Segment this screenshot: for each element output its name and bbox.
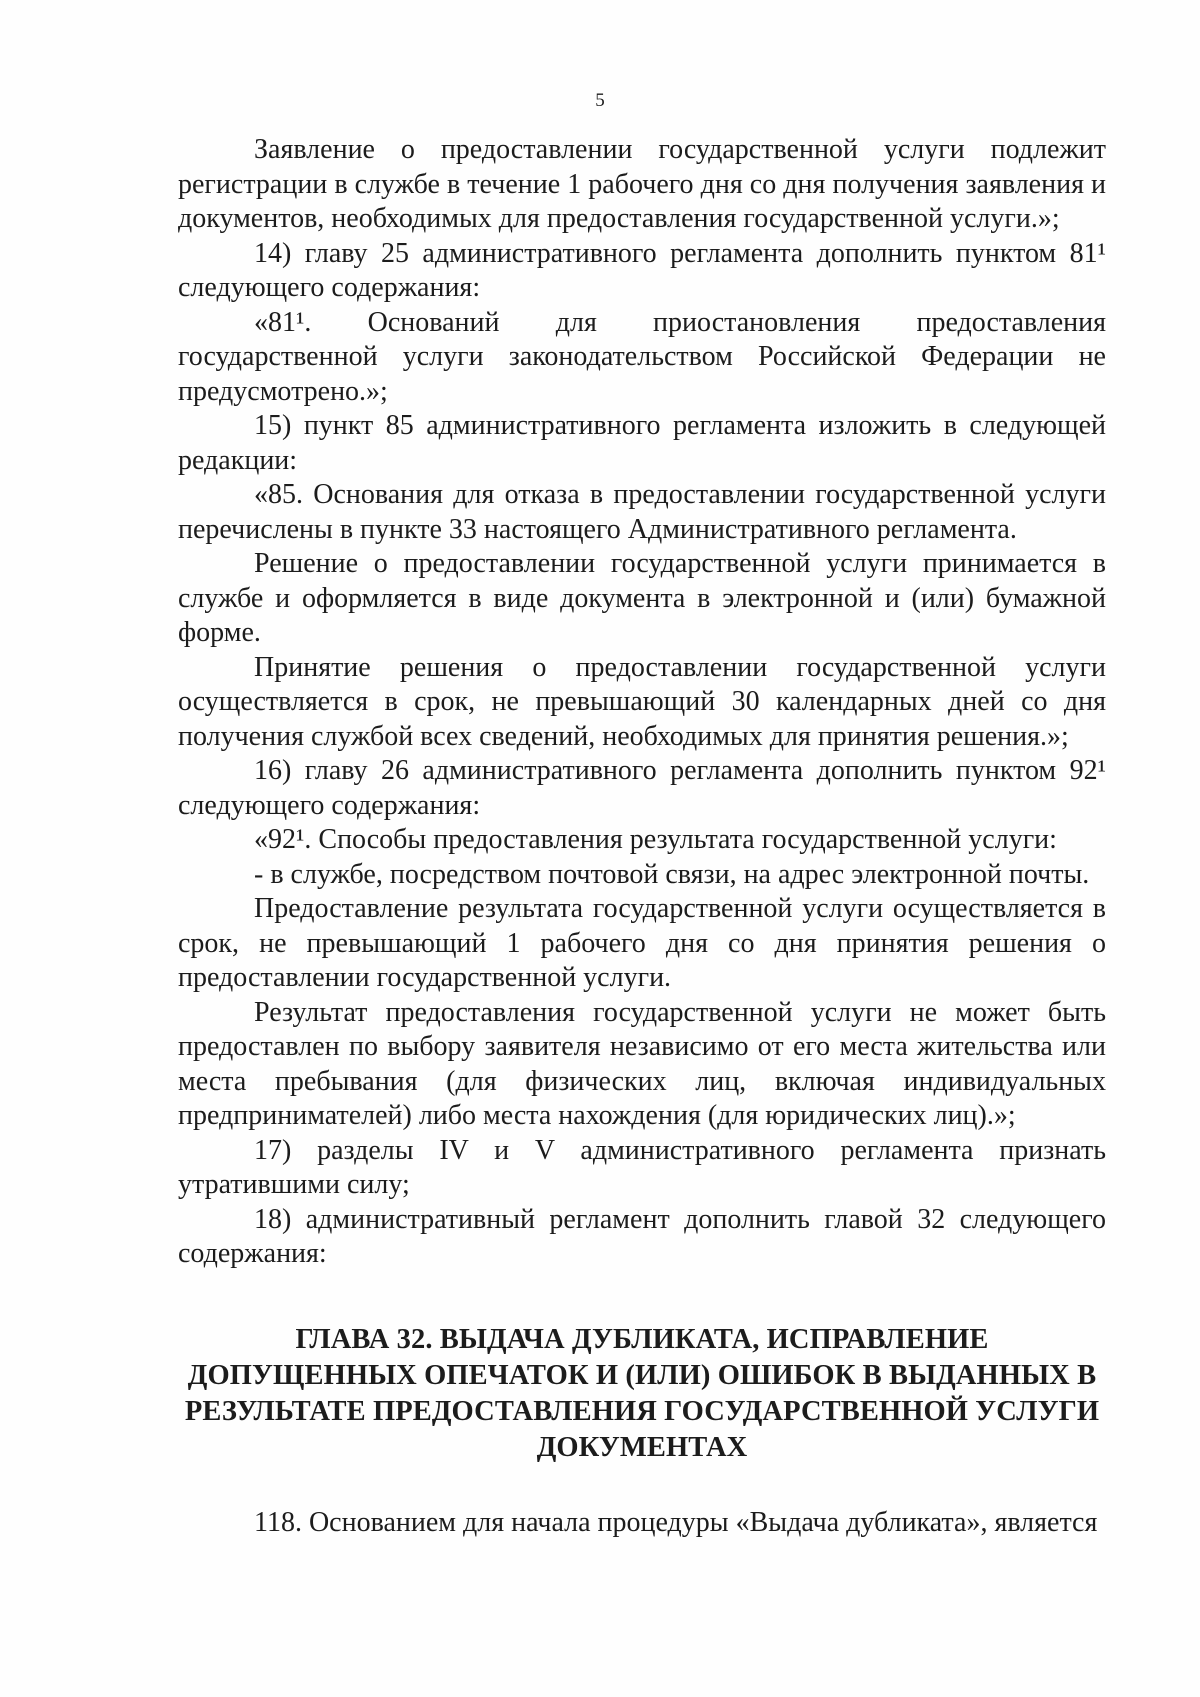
paragraph-result-extraterritorial: Результат предоставления государственной услуги не может быть предоставлен по выбору заявителя независимо от его места жительства или места пребывания (для физических лиц, включая индивидуальных предпринимателей) либо места нахождения (для юридических лиц).»; bbox=[178, 996, 1106, 1131]
document-body bbox=[178, 133, 1106, 1540]
paragraph-point-85: «85. Основания для отказа в предоставлении государственной услуги перечислены в пункте 33 настоящего Административного регламента. bbox=[178, 479, 1106, 545]
paragraph-item-18: 18) административный регламент дополнить главой 32 следующего содержания: bbox=[178, 1203, 1106, 1269]
chapter-heading: ГЛАВА 32. ВЫДАЧА ДУБЛИКАТА, ИСПРАВЛЕНИЕ ДОПУЩЕННЫХ ОПЕЧАТОК И (ИЛИ) ОШИБОК В ВЫДАННЫХ В РЕЗУЛЬТАТЕ ПРЕДОСТАВЛЕНИЯ ГОСУДАРСТВЕННОЙ УСЛУГИ ДОКУМЕНТАХ bbox=[184, 1323, 1100, 1463]
paragraph-item-15: 15) пункт 85 административного регламента изложить в следующей редакции: bbox=[178, 410, 1106, 476]
paragraph-result-term: Предоставление результата государственной услуги осуществляется в срок, не превышающий 1 рабочего дня со дня принятия решения о предоставлении государственной услуги. bbox=[178, 893, 1106, 993]
paragraph-application-registration: Заявление о предоставлении государственной услуги подлежит регистрации в службе в течение 1 рабочего дня со дня получения заявления и документов, необходимых для предоставления государственной услуги.»; bbox=[178, 134, 1106, 234]
paragraph-decision-form: Решение о предоставлении государственной услуги принимается в службе и оформляется в виде документа в электронной и (или) бумажной форме. bbox=[178, 548, 1106, 648]
paragraph-item-14: 14) главу 25 административного регламента дополнить пунктом 81¹ следующего содержания: bbox=[178, 237, 1106, 303]
paragraph-item-17: 17) разделы IV и V административного регламента признать утратившими силу; bbox=[178, 1134, 1106, 1200]
paragraph-point-81-1: «81¹. Оснований для приостановления предоставления государственной услуги законодательством Российской Федерации не предусмотрено.»; bbox=[178, 306, 1106, 407]
paragraph-point-118: 118. Основанием для начала процедуры «Выдача дубликата», является bbox=[254, 1506, 1098, 1538]
paragraph-point-92-1: «92¹. Способы предоставления результата государственной услуги: bbox=[254, 824, 1057, 855]
paragraph-delivery-methods: - в службе, посредством почтовой связи, на адрес электронной почты. bbox=[254, 858, 1090, 890]
paragraph-decision-term: Принятие решения о предоставлении государственной услуги осуществляется в срок, не превышающий 30 календарных дней со дня получения службой всех сведений, необходимых для принятия решения.»; bbox=[178, 651, 1106, 752]
paragraph-item-16: 16) главу 26 административного регламента дополнить пунктом 92¹ следующего содержания: bbox=[178, 755, 1106, 821]
page-number: 5 bbox=[595, 90, 605, 111]
